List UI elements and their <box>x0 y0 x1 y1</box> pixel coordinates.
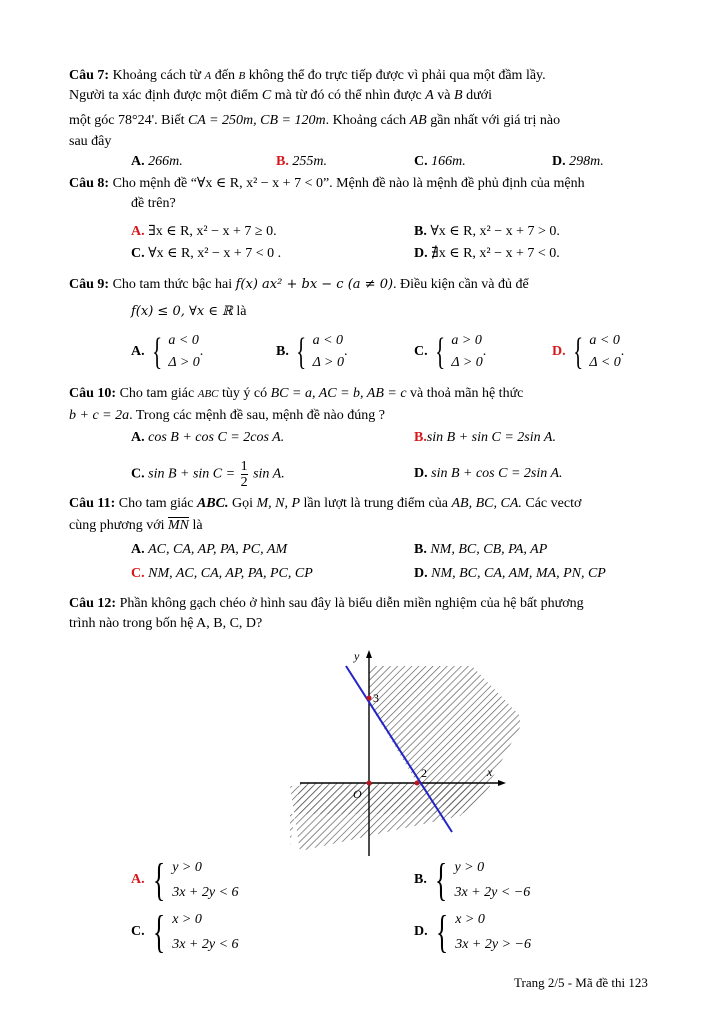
question-10: Câu 10: Cho tam giác ABC tùy ý có BC = a, AC = b, AB = c và thoả mãn hệ thức b + c = 2a. Trong các mệnh đề sau, mệnh đề nào đúng ? A. cos B + cos C = 2cos A. B.sin B + sin C = 2sin A. C. sin B + sin C = $\frac{1}{2}$ sin A. D. sin B + cos C = 2sin A. <box>69 386 563 490</box>
angle-value: 78°24' <box>118 113 155 128</box>
vector-mn: $\overline{MN}$ <box>168 518 189 533</box>
question-9: Câu 9: Cho tam thức bậc hai f(x) ax² + bx − c (a ≠ 0). Điều kiện cần và đủ để f(x) ≤ 0, ∀x ∈ ℝ là A. { a < 0 Δ > 0 . B. { a < 0 Δ > 0 . C. { a > 0 Δ > 0 . D. { a < 0 Δ < 0 . <box>69 277 625 373</box>
point-2-0 <box>415 781 420 786</box>
q7-text: Khoảng cách từ <box>112 68 202 83</box>
option-b[interactable]: B. NM, BC, CB, PA, AP <box>414 542 548 557</box>
option-b[interactable]: B.sin B + sin C = 2sin A. <box>414 430 556 445</box>
option-c[interactable]: C. 166m. <box>414 154 466 169</box>
option-a[interactable]: A. { a < 0 Δ > 0 . <box>131 331 204 373</box>
question-number: Câu 12: <box>69 596 117 611</box>
q12-options <box>131 854 671 958</box>
page-footer: Trang 2/5 - Mã đề thi 123 <box>514 975 648 990</box>
exam-page <box>69 66 659 634</box>
option-c[interactable]: C. { x > 0 3x + 2y < 6 <box>131 906 239 957</box>
question-8: Câu 8: Cho mệnh đề “∀x ∈ R, x² − x + 7 < 0”. Mệnh đề nào là mệnh đề phủ định của mệnh đề trên? A. ∃x ∈ R, x² − x + 7 ≥ 0. B. ∀x ∈ R, x² − x + 7 > 0. C. ∀x ∈ R, x² − x + 7 < 0 . D. ∄x ∈ R, x² − x + 7 < 0. <box>69 174 659 272</box>
option-d[interactable]: D. { x > 0 3x + 2y > −6 <box>414 906 531 957</box>
option-a[interactable]: A. cos B + cos C = 2cos A. <box>131 430 285 445</box>
option-c[interactable]: C. { a > 0 Δ > 0 . <box>414 331 487 373</box>
option-d[interactable]: D. { a < 0 Δ < 0 . <box>552 331 625 373</box>
option-d[interactable]: D. ∄x ∈ R, x² − x + 7 < 0. <box>414 246 560 261</box>
option-d[interactable]: D. 298m. <box>552 154 604 169</box>
origin-label: O <box>353 787 362 801</box>
option-c[interactable]: C. sin B + sin C = $\frac{1}{2}$ sin A. <box>131 458 285 490</box>
origin-point <box>367 781 372 786</box>
fraction: $\frac{1}{2}$ <box>240 458 248 490</box>
x-axis-label: x <box>487 765 493 779</box>
question-12: Câu 12: Phần không gạch chéo ở hình sau đây là biểu diễn miền nghiệm của hệ bất phương trình nào trong bốn hệ A, B, C, D? <box>69 596 584 631</box>
option-a[interactable]: A. AC, CA, AP, PA, PC, AM <box>131 542 288 557</box>
option-b[interactable]: B. ∀x ∈ R, x² − x + 7 > 0. <box>414 224 560 239</box>
question-number: Câu 11: <box>69 496 116 511</box>
x-axis-arrow <box>498 780 506 786</box>
tick-label-2: 2 <box>421 766 427 780</box>
option-c[interactable]: C. NM, AC, CA, AP, PA, PC, CP <box>131 566 313 581</box>
question-number: Câu 7: <box>69 68 110 83</box>
option-b[interactable]: B. { y > 0 3x + 2y < −6 <box>414 854 531 905</box>
option-c[interactable]: C. ∀x ∈ R, x² − x + 7 < 0 . <box>131 246 282 261</box>
q7-options <box>131 152 659 174</box>
hatched-region-lower-2 <box>290 786 490 851</box>
question-number: Câu 8: <box>69 176 110 191</box>
question-number: Câu 10: <box>69 386 117 401</box>
question-7: Câu 7: Khoảng cách từ A đến B không thể đo trực tiếp được vì phải qua một đầm lầy. Người ta xác định được một điểm C mà từ đó có thể nhìn được A và B dưới một góc 78°24'. Biết CA = 250m, CB = 120m. Khoảng cách AB gần nhất với giá trị nào sau đây A. 266m. B. 255m. C. 166m. D. 298m. <box>69 66 659 174</box>
option-a[interactable]: A. ∃x ∈ R, x² − x + 7 ≥ 0. <box>131 224 277 239</box>
question-11: Câu 11: Cho tam giác ABC. Gọi M, N, P lần lượt là trung điểm của AB, BC, CA. Các vectơ cùng phương với $\overline{MN}$ là A. AC, CA, AP, PA, PC, AM B. NM, BC, CB, PA, AP C. NM, AC, CA, AP, PA, PC, CP D. NM, BC, CA, AM, MA, PN, CP <box>69 494 659 594</box>
given-lengths: CA = 250m, CB = 120m <box>187 113 326 128</box>
option-b[interactable]: B. 255m. <box>276 154 327 169</box>
tick-label-3: 3 <box>373 691 379 705</box>
option-a[interactable]: A. 266m. <box>131 154 183 169</box>
point-0-3 <box>367 696 372 701</box>
solution-region-graph <box>290 646 520 856</box>
option-a[interactable]: A. { y > 0 3x + 2y < 6 <box>131 854 239 905</box>
question-number: Câu 9: <box>69 277 110 292</box>
option-d[interactable]: D. NM, BC, CA, AM, MA, PN, CP <box>414 566 606 581</box>
y-axis-label: y <box>354 649 360 663</box>
option-d[interactable]: D. sin B + cos C = 2sin A. <box>414 466 563 481</box>
option-b[interactable]: B. { a < 0 Δ > 0 . <box>276 331 348 373</box>
